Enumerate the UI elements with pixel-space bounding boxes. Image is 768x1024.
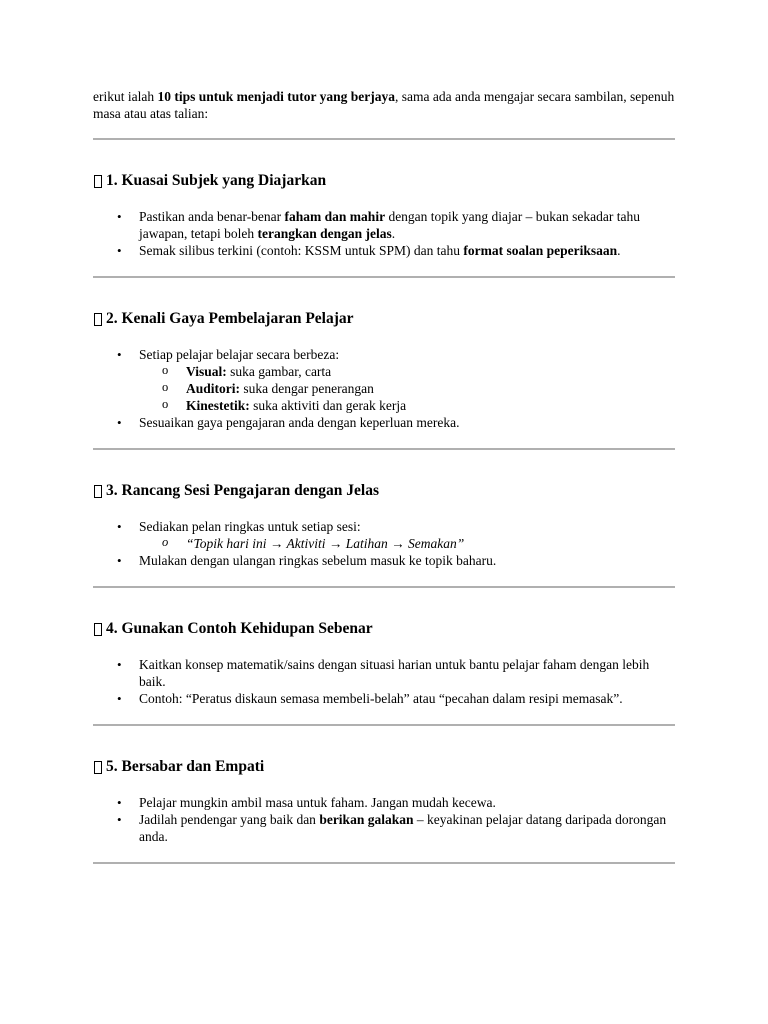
intro-paragraph	[93, 88, 675, 122]
list-item: • Setiap pelajar belajar secara berbeza: o Visual: suka gambar, carta o Auditori: suka dengar penerangan o Kinestetik: suka aktiviti dan gerak kerja	[139, 346, 675, 414]
bullet-list	[93, 518, 675, 569]
section-heading: 3. Rancang Sesi Pengajaran dengan Jelas	[93, 481, 675, 501]
bullet-list	[93, 346, 675, 431]
intro-text-end: , sama ada anda mengajar secara sambilan, sepenuh masa atau atas talian:	[93, 89, 675, 121]
section-heading: 1. Kuasai Subjek yang Diajarkan	[93, 171, 675, 191]
list-item: • Sediakan pelan ringkas untuk setiap sesi: o “Topik hari ini → Aktiviti → Latihan → Semakan”	[139, 518, 675, 552]
bullet-list	[93, 794, 675, 845]
list-item: • Sesuaikan gaya pengajaran anda dengan keperluan mereka.	[139, 414, 675, 431]
missing-glyph-icon	[94, 485, 102, 498]
section-1	[93, 140, 675, 276]
missing-glyph-icon	[94, 313, 102, 326]
sub-list-item: o Visual: suka gambar, carta	[186, 363, 675, 380]
bullet-list	[93, 656, 675, 707]
missing-glyph-icon	[94, 175, 102, 188]
sub-list-item: o “Topik hari ini → Aktiviti → Latihan → Semakan”	[186, 535, 675, 552]
section-3	[93, 450, 675, 586]
section-2	[93, 278, 675, 448]
list-item: • Contoh: “Peratus diskaun semasa membeli-belah” atau “pecahan dalam resipi memasak”.	[139, 690, 675, 707]
document-page	[93, 88, 675, 864]
section-5	[93, 726, 675, 862]
list-item: • Pelajar mungkin ambil masa untuk faham. Jangan mudah kecewa.	[139, 794, 675, 811]
section-heading: 2. Kenali Gaya Pembelajaran Pelajar	[93, 309, 675, 329]
intro-bold: 10 tips untuk menjadi tutor yang berjaya	[157, 89, 396, 104]
list-item: • Semak silibus terkini (contoh: KSSM untuk SPM) dan tahu format soalan peperiksaan.	[139, 242, 675, 259]
sub-list-item: o Kinestetik: suka aktiviti dan gerak kerja	[186, 397, 675, 414]
list-item: • Jadilah pendengar yang baik dan berikan galakan – keyakinan pelajar datang daripada dorongan anda.	[139, 811, 675, 845]
section-4	[93, 588, 675, 724]
sub-list	[139, 535, 675, 552]
missing-glyph-icon	[94, 761, 102, 774]
intro-text: erikut ialah	[93, 89, 158, 104]
sub-list-item: o Auditori: suka dengar penerangan	[186, 380, 675, 397]
sub-list	[139, 363, 675, 414]
divider	[93, 862, 675, 864]
section-heading: 5. Bersabar dan Empati	[93, 757, 675, 777]
list-item: • Kaitkan konsep matematik/sains dengan situasi harian untuk bantu pelajar faham dengan lebih baik.	[139, 656, 675, 690]
bullet-list	[93, 208, 675, 259]
section-heading: 4. Gunakan Contoh Kehidupan Sebenar	[93, 619, 675, 639]
list-item: • Mulakan dengan ulangan ringkas sebelum masuk ke topik baharu.	[139, 552, 675, 569]
missing-glyph-icon	[94, 623, 102, 636]
list-item: • Pastikan anda benar-benar faham dan mahir dengan topik yang diajar – bukan sekadar tahu jawapan, tetapi boleh terangkan dengan jelas.	[139, 208, 675, 242]
